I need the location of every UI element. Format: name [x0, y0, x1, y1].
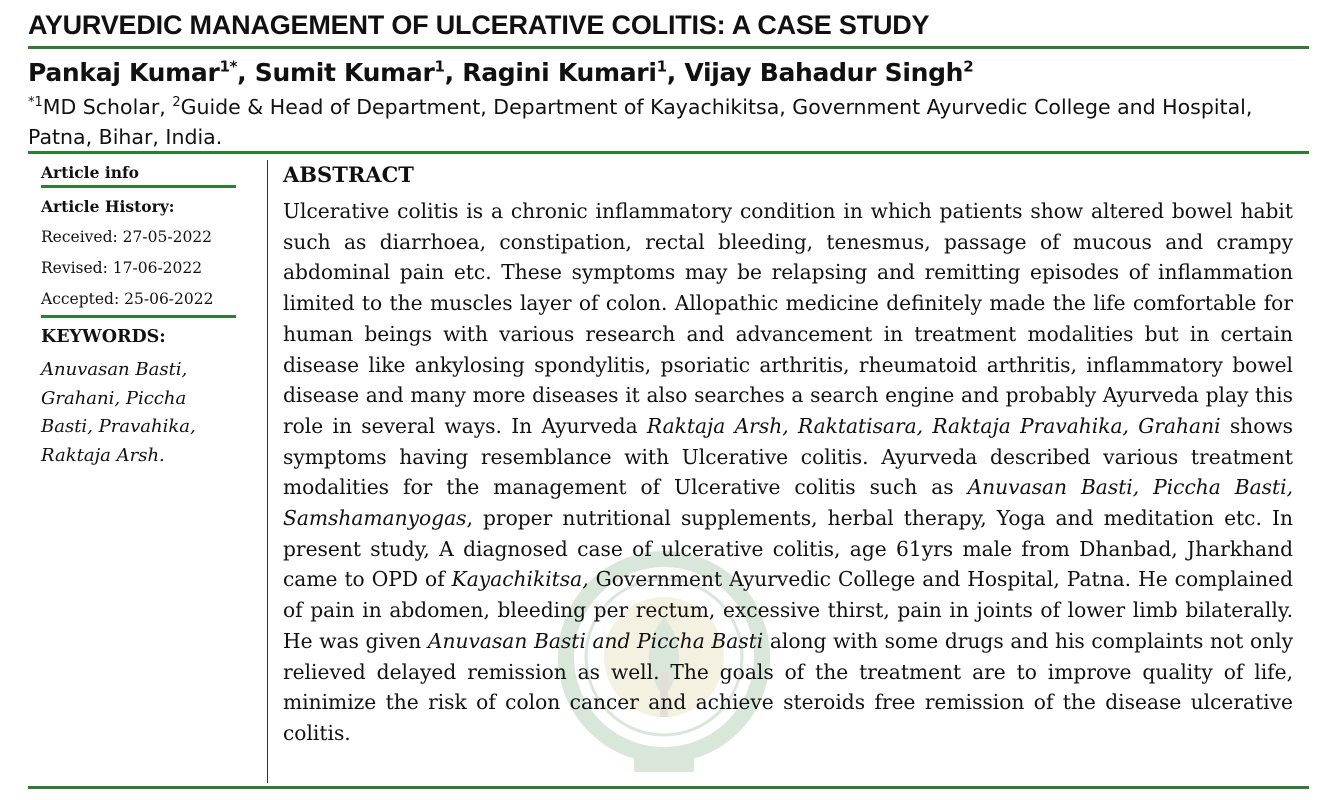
abstract-text: , proper nutritional supplements, herbal therapy, Yoga and meditation etc. In present study, A diagnosed case of ulcerative colitis, age 61yrs male from Dhanbad, Jharkhand came to OPD of [283, 506, 1293, 592]
abstract-text: Government Ayurvedic College and Hospital, Patna. He complained of pain in abdomen, bleeding per rectum, excessive thirst, pain in joints of lower limb bilaterally. He was given [283, 567, 1293, 653]
footer-rule [28, 786, 1309, 789]
article-info-heading: Article info [41, 163, 139, 182]
accepted-date: Accepted: 25-06-2022 [41, 290, 214, 308]
affiliation-marker-2: 2 [172, 95, 181, 111]
keywords-heading: KEYWORDS: [41, 327, 166, 347]
author-separator: , [237, 58, 255, 87]
history-rule [41, 315, 236, 318]
abstract-body [283, 196, 1293, 749]
paper-page [28, 0, 1309, 800]
affiliation [28, 92, 1309, 152]
article-history-heading: Article History: [41, 197, 175, 216]
author-name: Sumit Kumar [254, 58, 435, 87]
abstract-text: shows symptoms having resemblance with Ulcerative colitis. Ayurveda described various treatment modalities for the management of Ulcerative colitis such as [283, 413, 1293, 500]
revised-date: Revised: 17-06-2022 [41, 259, 203, 277]
author-name: Ragini Kumari [462, 58, 657, 87]
author-separator: , [666, 58, 685, 87]
abstract-italic-term: Raktaja Arsh, Raktatisara, Raktaja Pravahika, Grahani [646, 413, 1221, 438]
affiliation-text-2: Guide & Head of Department, Department of Kayachikitsa, Government Ayurvedic College and Hospital, Patna, Bihar, India. [28, 95, 1253, 149]
keywords-text: Anuvasan Basti, Grahani, Piccha Basti, Pravahika, Raktaja Arsh. [41, 359, 196, 466]
author-affiliation-marker: 1 [434, 57, 445, 76]
abstract-text: Ulcerative colitis is a chronic inflammatory condition in which patients show altered bowel habit such as diarrhoea, constipation, rectal bleeding, tenesmus, passage of mucous and crampy abdominal pain etc. These symptoms may be relapsing and remitting episodes of inflammation limited to the muscles layer of colon. Allopathic medicine definitely made the life comfortable for human beings with various research and advancement in treatment modalities but in certain disease like ankylosing spondylitis, psoriatic arthritis, rheumatoid arthritis, inflammatory bowel disease and many more diseases it also searches a search engine and probably Ayurveda play this role in several ways. In Ayurveda [283, 199, 1293, 438]
author-affiliation-marker: 2 [963, 57, 974, 76]
abstract-italic-term: Kayachikitsa, [451, 567, 589, 592]
header-rule [28, 151, 1309, 154]
paper-title: AYURVEDIC MANAGEMENT OF ULCERATIVE COLITIS: A CASE STUDY [28, 10, 930, 40]
author-separator: , [444, 58, 463, 87]
author-name: Vijay Bahadur Singh [684, 58, 964, 87]
author-affiliation-marker: 1 [656, 57, 667, 76]
affiliation-marker-1: *1 [28, 95, 43, 111]
abstract-text: along with some drugs and his complaints not only relieved delayed remission as well. The goals of the treatment are to improve quality of life, minimize the risk of colon cancer and achieve steroids free remission of the disease ulcerative colitis. [283, 628, 1293, 745]
article-info-rule [41, 185, 236, 188]
abstract-italic-term: Anuvasan Basti, Piccha Basti, Samshamanyogas [283, 475, 1293, 531]
author-name: Pankaj Kumar [28, 58, 220, 87]
abstract-heading: ABSTRACT [283, 162, 414, 187]
title-rule [28, 46, 1309, 49]
column-divider [267, 160, 268, 783]
received-date: Received: 27-05-2022 [41, 228, 213, 246]
abstract-italic-term: Anuvasan Basti and Piccha Basti [427, 628, 764, 653]
affiliation-text-1: MD Scholar, [42, 95, 173, 119]
author-list [28, 58, 973, 87]
author-affiliation-marker: 1* [219, 57, 238, 76]
